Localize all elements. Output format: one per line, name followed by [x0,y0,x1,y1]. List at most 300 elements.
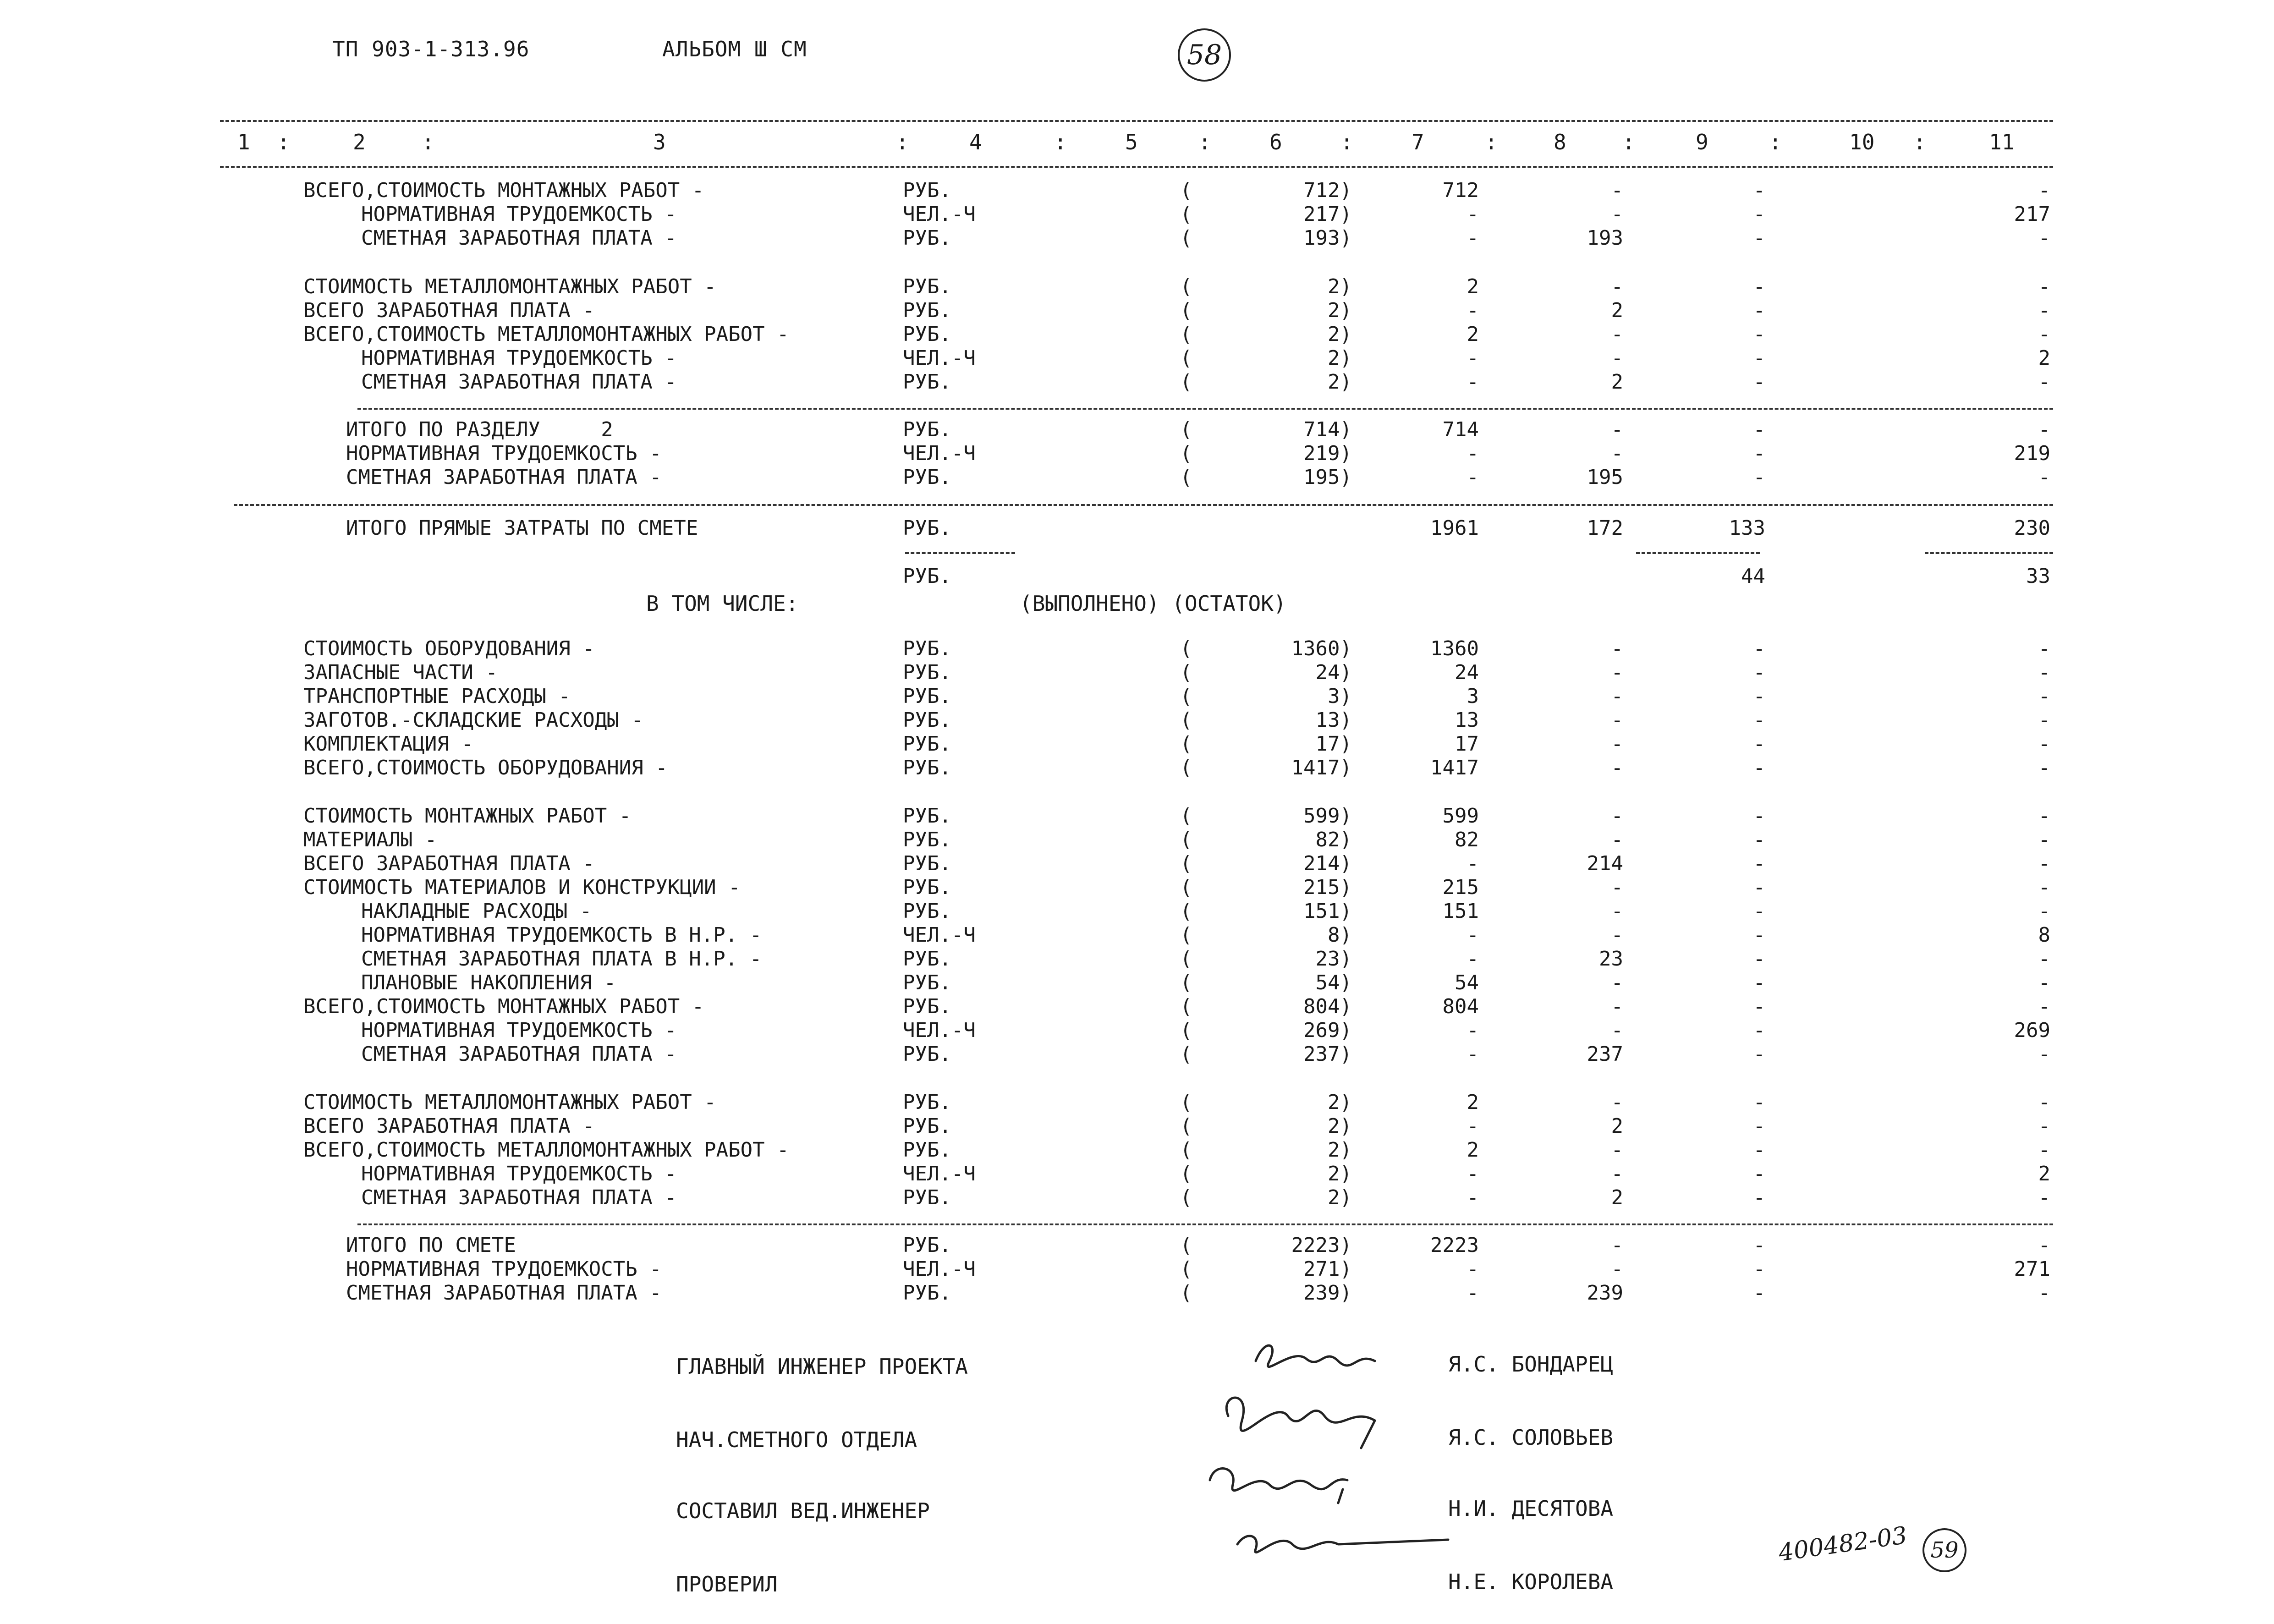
cell-col7: 712 [1442,179,1479,202]
cell-col6: 2) [1328,299,1352,322]
cell-col11: - [2038,323,2050,346]
cell-col6: 3) [1328,685,1352,708]
signatory-name: Н.Е. КОРОЛЕВА [1448,1569,1614,1594]
cell-col11: 269 [2014,1019,2050,1042]
cell-col7: 151 [1442,900,1479,923]
column-separator: : [422,130,434,154]
row-label: ВСЕГО ЗАРАБОТНАЯ ПЛАТА - [303,299,595,322]
row-unit: РУБ. [903,1091,951,1114]
cell-col6: 214) [1303,852,1352,875]
cell-col6: 2) [1328,323,1352,346]
table-row [0,516,2274,540]
cell-col8: 214 [1587,852,1623,875]
cell-col9: - [1753,299,1765,322]
cell-col8: - [1611,923,1623,947]
cell-col9: - [1753,1162,1765,1185]
row-open-paren: ( [1180,418,1192,441]
cell-col8: - [1611,323,1623,346]
table-row [0,637,2274,661]
row-unit: РУБ. [903,900,951,923]
table-row [0,1234,2274,1257]
row-label: СМЕТНАЯ ЗАРАБОТНАЯ ПЛАТА В Н.Р. - [361,947,762,971]
cell-col7: - [1467,1281,1479,1305]
cell-col11: - [2038,971,2050,994]
cell-col8: - [1611,971,1623,994]
row-unit: ЧЕЛ.-Ч [903,923,976,947]
cell-col9: - [1753,179,1765,202]
cell-col7: - [1467,442,1479,465]
signatory-name: Н.И. ДЕСЯТОВА [1448,1496,1614,1521]
row-label: СМЕТНАЯ ЗАРАБОТНАЯ ПЛАТА - [361,226,677,250]
table-row [0,852,2274,876]
row-unit: РУБ. [903,275,951,298]
cell-col6: 804) [1303,995,1352,1018]
table-row [0,685,2274,708]
table-row [0,1042,2274,1066]
cell-col11: 217 [2014,203,2050,226]
cell-col6: 195) [1303,466,1352,489]
signature-role: НАЧ.СМЕТНОГО ОТДЕЛА [676,1427,917,1452]
table-row [0,346,2274,370]
cell-col8: 195 [1587,466,1623,489]
row-open-paren: ( [1180,923,1192,947]
cell-col9: - [1753,900,1765,923]
table-row [0,370,2274,394]
row-unit: РУБ. [903,1186,951,1209]
cell-col8: - [1611,876,1623,899]
cell-col9: - [1753,661,1765,684]
cell-col11: - [2038,685,2050,708]
cell-col11: - [2038,995,2050,1018]
cell-col6: 2) [1328,1114,1352,1138]
row-open-paren: ( [1180,226,1192,250]
row-unit: РУБ. [903,418,951,441]
cell-col8: - [1611,179,1623,202]
cell-col7: - [1467,370,1479,394]
row-open-paren: ( [1180,299,1192,322]
row-open-paren: ( [1180,852,1192,875]
cell-col6: 1360) [1291,637,1352,660]
cell-col9: - [1753,442,1765,465]
cell-col6: 54) [1315,971,1352,994]
cell-col8: 2 [1611,1114,1623,1138]
table-row [0,804,2274,828]
cell-col11: - [2038,1042,2050,1066]
cell-col9: - [1753,804,1765,828]
section-divider [357,1223,2053,1225]
column-separator: : [1485,130,1498,154]
cell-col11: - [2038,418,2050,441]
cell-col8: 2 [1611,1186,1623,1209]
row-open-paren: ( [1180,995,1192,1018]
row-unit: РУБ. [903,685,951,708]
row-label: ТРАНСПОРТНЫЕ РАСХОДЫ - [303,685,571,708]
cell-col11: 219 [2014,442,2050,465]
table-row [0,1162,2274,1186]
row-label: СМЕТНАЯ ЗАРАБОТНАЯ ПЛАТА - [361,1042,677,1066]
cell-col9: - [1753,756,1765,779]
row-open-paren: ( [1180,708,1192,732]
row-label: ПЛАНОВЫЕ НАКОПЛЕНИЯ - [361,971,616,994]
section-divider [357,408,2053,410]
cell-col9: - [1753,346,1765,370]
cell-col7: 2 [1467,1091,1479,1114]
column-separator: : [277,130,290,154]
cell-col7: - [1467,852,1479,875]
row-open-paren: ( [1180,203,1192,226]
cell-col8: - [1611,442,1623,465]
section-divider [234,504,2053,506]
row-open-paren: ( [1180,1257,1192,1281]
row-open-paren: ( [1180,1234,1192,1257]
cell-col8: - [1611,685,1623,708]
table-row [0,995,2274,1019]
cell-col6: 151) [1303,900,1352,923]
row-open-paren: ( [1180,1186,1192,1209]
cell-col8: - [1611,708,1623,732]
table-row [0,732,2274,756]
cell-col7: 2223 [1430,1234,1479,1257]
cell-col7: - [1467,1042,1479,1066]
row-label: ВСЕГО,СТОИМОСТЬ МОНТАЖНЫХ РАБОТ - [303,179,704,202]
cell-col9: 44 [1741,565,1765,588]
cell-col7: 82 [1455,828,1479,851]
in-total-label: В ТОМ ЧИСЛЕ: [646,591,799,616]
table-row [0,1019,2274,1042]
table-row [0,299,2274,323]
cell-col9: - [1753,1186,1765,1209]
table-row [0,947,2274,971]
row-unit: РУБ. [903,661,951,684]
cell-col11: - [2038,226,2050,250]
cell-col6: 13) [1315,708,1352,732]
cell-col11: - [2038,299,2050,322]
table-row [0,565,2274,588]
cell-col8: - [1611,637,1623,660]
cell-col6: 2) [1328,1138,1352,1162]
cell-col7: - [1467,1019,1479,1042]
cell-col6: 82) [1315,828,1352,851]
cell-col11: 2 [2038,1162,2050,1185]
cell-col9: - [1753,876,1765,899]
cell-col9: - [1753,1257,1765,1281]
row-label: НОРМАТИВНАЯ ТРУДОЕМКОСТЬ - [361,346,677,370]
cell-col8: - [1611,828,1623,851]
cell-col6: 712) [1303,179,1352,202]
row-label: ИТОГО ПО СМЕТЕ [346,1234,516,1257]
col11-subrule [1925,552,2053,554]
row-open-paren: ( [1180,876,1192,899]
table-row [0,923,2274,947]
cell-col9: - [1753,226,1765,250]
album-label: АЛЬБОМ Ш СМ [662,37,807,61]
cell-col9: - [1753,1138,1765,1162]
cell-col11: - [2038,370,2050,394]
cell-col8: - [1611,661,1623,684]
cell-col6: 2) [1328,1091,1352,1114]
cell-col8: - [1611,275,1623,298]
row-open-paren: ( [1180,900,1192,923]
column-number: 9 [1696,130,1708,154]
cell-col9: - [1753,732,1765,756]
cell-col11: - [2038,756,2050,779]
cell-col11: - [2038,732,2050,756]
archive-number: 400482-03 [1777,1521,1909,1567]
row-label: СТОИМОСТЬ МЕТАЛЛОМОНТАЖНЫХ РАБОТ - [303,275,716,298]
cell-col8: - [1611,1019,1623,1042]
cell-col8: 172 [1587,516,1623,540]
cell-col9: - [1753,203,1765,226]
row-label: ВСЕГО,СТОИМОСТЬ МЕТАЛЛОМОНТАЖНЫХ РАБОТ - [303,323,789,346]
cell-col7: 215 [1442,876,1479,899]
row-unit: РУБ. [903,323,951,346]
column-number: 10 [1849,130,1875,154]
column-number: 8 [1554,130,1566,154]
cell-col7: - [1467,947,1479,971]
row-open-paren: ( [1180,1091,1192,1114]
signature-role: СОСТАВИЛ ВЕД.ИНЖЕНЕР [676,1498,930,1523]
row-unit: РУБ. [903,516,951,540]
cell-col7: 1961 [1430,516,1479,540]
cell-col6: 217) [1303,203,1352,226]
cell-col8: 2 [1611,370,1623,394]
cell-col6: 215) [1303,876,1352,899]
signature-role: ГЛАВНЫЙ ИНЖЕНЕР ПРОЕКТА [676,1354,968,1379]
cell-col7: - [1467,346,1479,370]
cell-col8: 239 [1587,1281,1623,1305]
cell-col9: - [1753,923,1765,947]
cell-col6: 2) [1328,370,1352,394]
cell-col8: - [1611,1162,1623,1185]
cell-col9: - [1753,685,1765,708]
signatory-name: Я.С. СОЛОВЬЕВ [1448,1425,1614,1450]
row-unit: РУБ. [903,466,951,489]
cell-col7: 804 [1442,995,1479,1018]
row-unit: РУБ. [903,828,951,851]
row-unit: РУБ. [903,370,951,394]
cell-col7: 17 [1455,732,1479,756]
cell-col9: - [1753,1091,1765,1114]
cell-col9: - [1753,418,1765,441]
cell-col9: - [1753,1019,1765,1042]
row-unit: РУБ. [903,1138,951,1162]
row-label: ИТОГО ПРЯМЫЕ ЗАТРАТЫ ПО СМЕТЕ [346,516,698,540]
row-open-paren: ( [1180,370,1192,394]
table-row [0,1138,2274,1162]
row-label: ВСЕГО,СТОИМОСТЬ МЕТАЛЛОМОНТАЖНЫХ РАБОТ - [303,1138,789,1162]
row-unit: РУБ. [903,179,951,202]
cell-col9: - [1753,971,1765,994]
cell-col9: - [1753,828,1765,851]
row-open-paren: ( [1180,661,1192,684]
cell-col11: 230 [2014,516,2050,540]
column-separator: : [1054,130,1067,154]
cell-col9: - [1753,466,1765,489]
cell-col7: 3 [1467,685,1479,708]
cell-col9: - [1753,852,1765,875]
row-unit: РУБ. [903,852,951,875]
row-unit: РУБ. [903,1042,951,1066]
cell-col8: - [1611,1091,1623,1114]
row-open-paren: ( [1180,1042,1192,1066]
table-row [0,900,2274,923]
cell-col11: - [2038,900,2050,923]
table-row [0,756,2274,780]
cell-col9: - [1753,1281,1765,1305]
cell-col11: - [2038,947,2050,971]
cell-col6: 237) [1303,1042,1352,1066]
cell-col6: 2) [1328,346,1352,370]
table-row [0,226,2274,250]
row-open-paren: ( [1180,1138,1192,1162]
table-row [0,1281,2274,1305]
cell-col7: 1417 [1430,756,1479,779]
cell-col7: 714 [1442,418,1479,441]
cell-col11: - [2038,876,2050,899]
row-unit: ЧЕЛ.-Ч [903,1019,976,1042]
table-row [0,708,2274,732]
row-label: СМЕТНАЯ ЗАРАБОТНАЯ ПЛАТА - [346,1281,662,1305]
cell-col9: - [1753,947,1765,971]
cell-col11: - [2038,1138,2050,1162]
row-unit: РУБ. [903,971,951,994]
row-unit: РУБ. [903,1281,951,1305]
cell-col11: - [2038,1114,2050,1138]
column-number: 5 [1125,130,1138,154]
row-label: ВСЕГО,СТОИМОСТЬ МОНТАЖНЫХ РАБОТ - [303,995,704,1018]
cell-col7: - [1467,203,1479,226]
cell-col6: 714) [1303,418,1352,441]
column-separator: : [1340,130,1353,154]
row-unit: РУБ. [903,637,951,660]
row-unit: РУБ. [903,756,951,779]
row-label: НОРМАТИВНАЯ ТРУДОЕМКОСТЬ - [361,203,677,226]
cell-col11: - [2038,179,2050,202]
cell-col7: 2 [1467,323,1479,346]
row-unit: РУБ. [903,299,951,322]
row-label: СМЕТНАЯ ЗАРАБОТНАЯ ПЛАТА - [361,370,677,394]
cell-col6: 23) [1315,947,1352,971]
row-label: НАКЛАДНЫЕ РАСХОДЫ - [361,900,592,923]
cell-col11: 271 [2014,1257,2050,1281]
cell-col6: 2) [1328,1162,1352,1185]
table-row [0,203,2274,226]
cell-col11: - [2038,1281,2050,1305]
table-row [0,1257,2274,1281]
row-open-paren: ( [1180,1281,1192,1305]
cell-col8: - [1611,995,1623,1018]
table-row [0,1114,2274,1138]
cell-col11: 8 [2038,923,2050,947]
cell-col6: 8) [1328,923,1352,947]
cell-col7: - [1467,1186,1479,1209]
row-unit: ЧЕЛ.-Ч [903,442,976,465]
cell-col11: - [2038,466,2050,489]
row-unit: ЧЕЛ.-Ч [903,346,976,370]
page-number: 58 [1186,39,1222,71]
row-label: СТОИМОСТЬ МОНТАЖНЫХ РАБОТ - [303,804,632,828]
cell-col11: - [2038,852,2050,875]
cell-col11: - [2038,1234,2050,1257]
table-row [0,323,2274,346]
cell-col8: 23 [1599,947,1623,971]
footer-page-stamp [1922,1528,1966,1572]
row-label: СМЕТНАЯ ЗАРАБОТНАЯ ПЛАТА - [346,466,662,489]
cell-col9: - [1753,1234,1765,1257]
cell-col7: 2 [1467,275,1479,298]
cell-col9: - [1753,995,1765,1018]
cell-col7: - [1467,1114,1479,1138]
column-separator: : [1769,130,1782,154]
table-row [0,661,2274,685]
row-label: СТОИМОСТЬ МЕТАЛЛОМОНТАЖНЫХ РАБОТ - [303,1091,716,1114]
row-open-paren: ( [1180,275,1192,298]
cell-col8: - [1611,756,1623,779]
table-row [0,418,2274,442]
cell-col11: - [2038,637,2050,660]
row-open-paren: ( [1180,179,1192,202]
table-row [0,971,2274,995]
cell-col7: - [1467,226,1479,250]
row-unit: РУБ. [903,1234,951,1257]
table-header-rule [220,166,2053,168]
row-unit: РУБ. [903,876,951,899]
cell-col6: 271) [1303,1257,1352,1281]
cell-col6: 2) [1328,1186,1352,1209]
cell-col7: - [1467,1162,1479,1185]
cell-col8: - [1611,418,1623,441]
row-open-paren: ( [1180,466,1192,489]
table-row [0,1091,2274,1114]
row-label: НОРМАТИВНАЯ ТРУДОЕМКОСТЬ - [361,1162,677,1185]
row-unit: РУБ. [903,226,951,250]
row-open-paren: ( [1180,1019,1192,1042]
cell-col11: 2 [2038,346,2050,370]
cell-col7: - [1467,299,1479,322]
in-total-subheader: (ВЫПОЛНЕНО) (ОСТАТОК) [1020,591,1286,616]
cell-col6: 219) [1303,442,1352,465]
column-separator: : [1913,130,1926,154]
table-row [0,1186,2274,1210]
table-row [0,876,2274,900]
cell-col11: - [2038,708,2050,732]
cell-col7: 24 [1455,661,1479,684]
cell-col8: - [1611,203,1623,226]
row-label: ЗАПАСНЫЕ ЧАСТИ - [303,661,498,684]
cell-col8: 237 [1587,1042,1623,1066]
column-number: 3 [653,130,666,154]
row-open-paren: ( [1180,442,1192,465]
row-unit: ЧЕЛ.-Ч [903,203,976,226]
row-unit: РУБ. [903,708,951,732]
cell-col11: - [2038,275,2050,298]
cell-col8: 2 [1611,299,1623,322]
column-number: 1 [237,130,250,154]
cell-col11: - [2038,1091,2050,1114]
cell-col11: - [2038,828,2050,851]
cell-col11: - [2038,804,2050,828]
table-row [0,179,2274,203]
column-number: 6 [1269,130,1282,154]
cell-col8: - [1611,1234,1623,1257]
cell-col7: 1360 [1430,637,1479,660]
column-separator: : [1622,130,1635,154]
row-label: КОМПЛЕКТАЦИЯ - [303,732,473,756]
cell-col11: - [2038,1186,2050,1209]
cell-col7: - [1467,466,1479,489]
row-label: ВСЕГО ЗАРАБОТНАЯ ПЛАТА - [303,852,595,875]
cell-col7: - [1467,923,1479,947]
